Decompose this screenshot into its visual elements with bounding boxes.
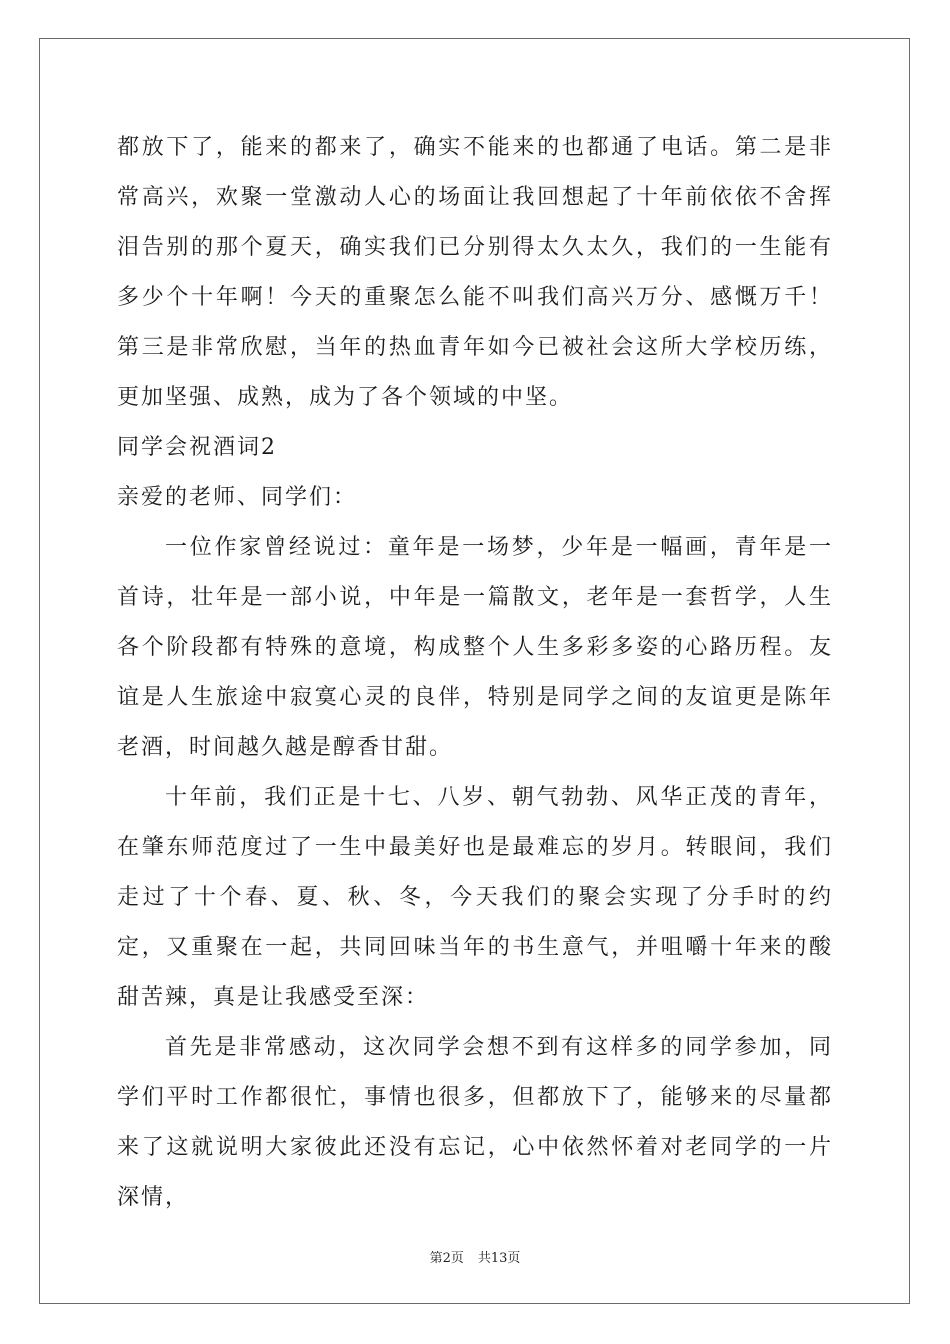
page-footer <box>0 1247 950 1266</box>
salutation: 亲爱的老师、同学们： <box>117 485 358 510</box>
section-heading: 同学会祝酒词2 <box>117 435 277 460</box>
document-body <box>117 123 833 1223</box>
paragraph: 首先是非常感动，这次同学会想不到有这样多的同学参加，同学们平时工作都很忙，事情也很多，但都放下了，能够来的尽量都来了这就说明大家彼此还没有忘记，心中依然怀着对老同学的一片深情， <box>117 1035 833 1210</box>
paragraph: 都放下了，能来的都来了，确实不能来的也都通了电话。第二是非常高兴，欢聚一堂激动人心的场面让我回想起了十年前依依不舍挥泪告别的那个夏天，确实我们已分别得太久太久，我们的一生能有多少个十年啊！今天的重聚怎么能不叫我们高兴万分、感慨万千！第三是非常欣慰，当年的热血青年如今已被社会这所大学校历练，更加坚强、成熟，成为了各个领域的中坚。 <box>117 135 833 410</box>
paragraph: 一位作家曾经说过：童年是一场梦，少年是一幅画，青年是一首诗，壮年是一部小说，中年是一篇散文，老年是一套哲学，人生各个阶段都有特殊的意境，构成整个人生多彩多姿的心路历程。友谊是人生旅途中寂寞心灵的良伴，特别是同学之间的友谊更是陈年老酒，时间越久越是醇香甘甜。 <box>117 535 833 760</box>
page-number: 第2页 <box>429 1251 464 1266</box>
paragraph: 十年前，我们正是十七、八岁、朝气勃勃、风华正茂的青年，在肇东师范度过了一生中最美好也是最难忘的岁月。转眼间，我们走过了十个春、夏、秋、冬，今天我们的聚会实现了分手时的约定，又重聚在一起，共同回味当年的书生意气，并咀嚼十年来的酸甜苦辣，真是让我感受至深： <box>117 785 833 1010</box>
page-total: 共13页 <box>477 1251 521 1266</box>
